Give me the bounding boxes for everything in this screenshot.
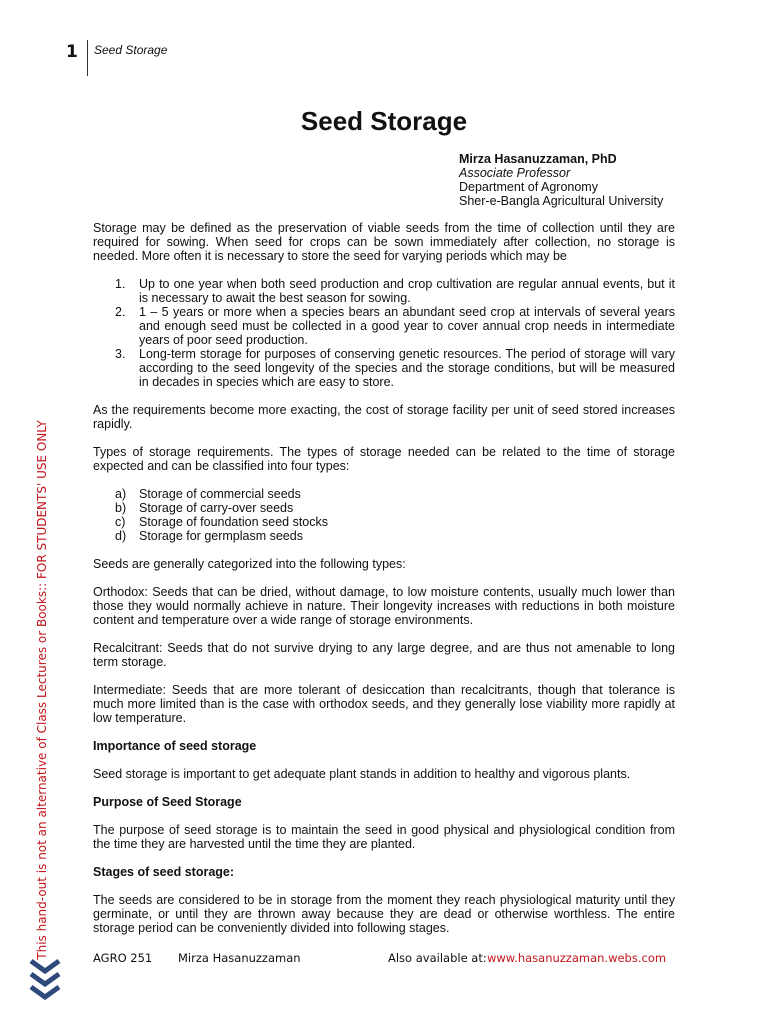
footer-course: AGRO 251 (93, 951, 153, 965)
author-role: Associate Professor (459, 166, 571, 180)
recalcitrant-paragraph: Recalcitrant: Seeds that do not survive drying to any large degree, and are thus not amenable to long term storage. (93, 641, 675, 669)
document-body (93, 221, 675, 949)
list-item-text: Storage for germplasm seeds (139, 529, 303, 543)
intermediate-paragraph: Intermediate: Seeds that are more tolerant of desiccation than recalcitrants, though that tolerance is much more limited than is the case with orthodox seeds, and they generally lose viability more rapidly at low temperature. (93, 683, 675, 725)
importance-paragraph: Seed storage is important to get adequate plant stands in addition to healthy and vigorous plants. (93, 767, 631, 781)
list-marker: 3. (115, 347, 126, 361)
page-header (66, 40, 167, 76)
document-title: Seed Storage (300, 106, 468, 136)
list-marker: b) (115, 501, 127, 515)
list-marker: d) (115, 529, 127, 543)
list-marker: 1. (115, 277, 126, 291)
list-item (93, 305, 675, 347)
categories-paragraph: Seeds are generally categorized into the following types: (93, 557, 406, 571)
list-item (93, 515, 675, 529)
stages-heading: Stages of seed storage: (93, 865, 235, 879)
list-marker: c) (115, 515, 126, 529)
list-item-text: Storage of carry-over seeds (139, 501, 294, 515)
requirements-paragraph: As the requirements become more exacting, the cost of storage facility per unit of seed stored increases rapidly. (93, 403, 675, 431)
list-item (93, 487, 675, 501)
footer-author: Mirza Hasanuzzaman (178, 951, 301, 965)
list-item-text: Long-term storage for purposes of conserving genetic resources. The period of storage will vary according to the seed longevity of the species and the storage conditions, but will be measured in decades in species which are easy to store. (139, 347, 675, 389)
list-item-text: Storage of foundation seed stocks (139, 515, 329, 529)
list-marker: 2. (115, 305, 126, 319)
list-item (93, 529, 675, 543)
author-department: Department of Agronomy (459, 180, 598, 194)
list-item-text: Up to one year when both seed production and crop cultivation are regular annual events, but it is necessary to await the best season for sowing. (139, 277, 675, 305)
header-divider (87, 40, 88, 76)
author-block (459, 152, 663, 208)
footer-url-link[interactable]: www.hasanuzzaman.webs.com (487, 951, 667, 965)
purpose-paragraph: The purpose of seed storage is to maintain the seed in good physical and physiological condition from the time they are harvested until the time they are planted. (93, 823, 675, 851)
types-paragraph: Types of storage requirements. The types of storage needed can be related to the time of storage expected and can be classified into four types: (93, 445, 675, 473)
importance-heading: Importance of seed storage (93, 739, 257, 753)
chevron-stack-icon (28, 958, 62, 1004)
header-title: Seed Storage (94, 43, 168, 57)
storage-types-list (93, 487, 675, 543)
footer-available-label: Also available at: (388, 951, 487, 965)
side-disclaimer: This hand-out is not an alternative of Class Lectures or Books:: FOR STUDENTS' USE ONLY (35, 420, 49, 960)
list-item (93, 347, 675, 389)
page-number: 1 (66, 42, 78, 62)
list-item (93, 277, 675, 305)
orthodox-paragraph: Orthodox: Seeds that can be dried, without damage, to low moisture contents, usually much lower than those they would normally achieve in nature. Their longevity increases with reductions in both moisture content and temperature over a wide range of storage environments. (93, 585, 675, 627)
storage-period-list (93, 277, 675, 389)
list-item-text: 1 – 5 years or more when a species bears an abundant seed crop at intervals of several years and enough seed must be collected in a good year to cover annual crop needs in intermediate years of poor seed production. (139, 305, 675, 347)
intro-paragraph: Storage may be defined as the preservation of viable seeds from the time of collection until they are required for sowing. When seed for crops can be sown immediately after collection, no storage is needed. More often it is necessary to store the seed for varying periods which may be (93, 221, 675, 263)
list-item-text: Storage of commercial seeds (139, 487, 301, 501)
list-marker: a) (115, 487, 127, 501)
list-item (93, 501, 675, 515)
author-name: Mirza Hasanuzzaman, PhD (459, 152, 617, 166)
author-university: Sher-e-Bangla Agricultural University (459, 194, 664, 208)
stages-paragraph: The seeds are considered to be in storage from the moment they reach physiological maturity until they germinate, or until they are thrown away because they are dead or otherwise worthless. The entire storage period can be conveniently divided into following stages. (93, 893, 675, 935)
purpose-heading: Purpose of Seed Storage (93, 795, 242, 809)
